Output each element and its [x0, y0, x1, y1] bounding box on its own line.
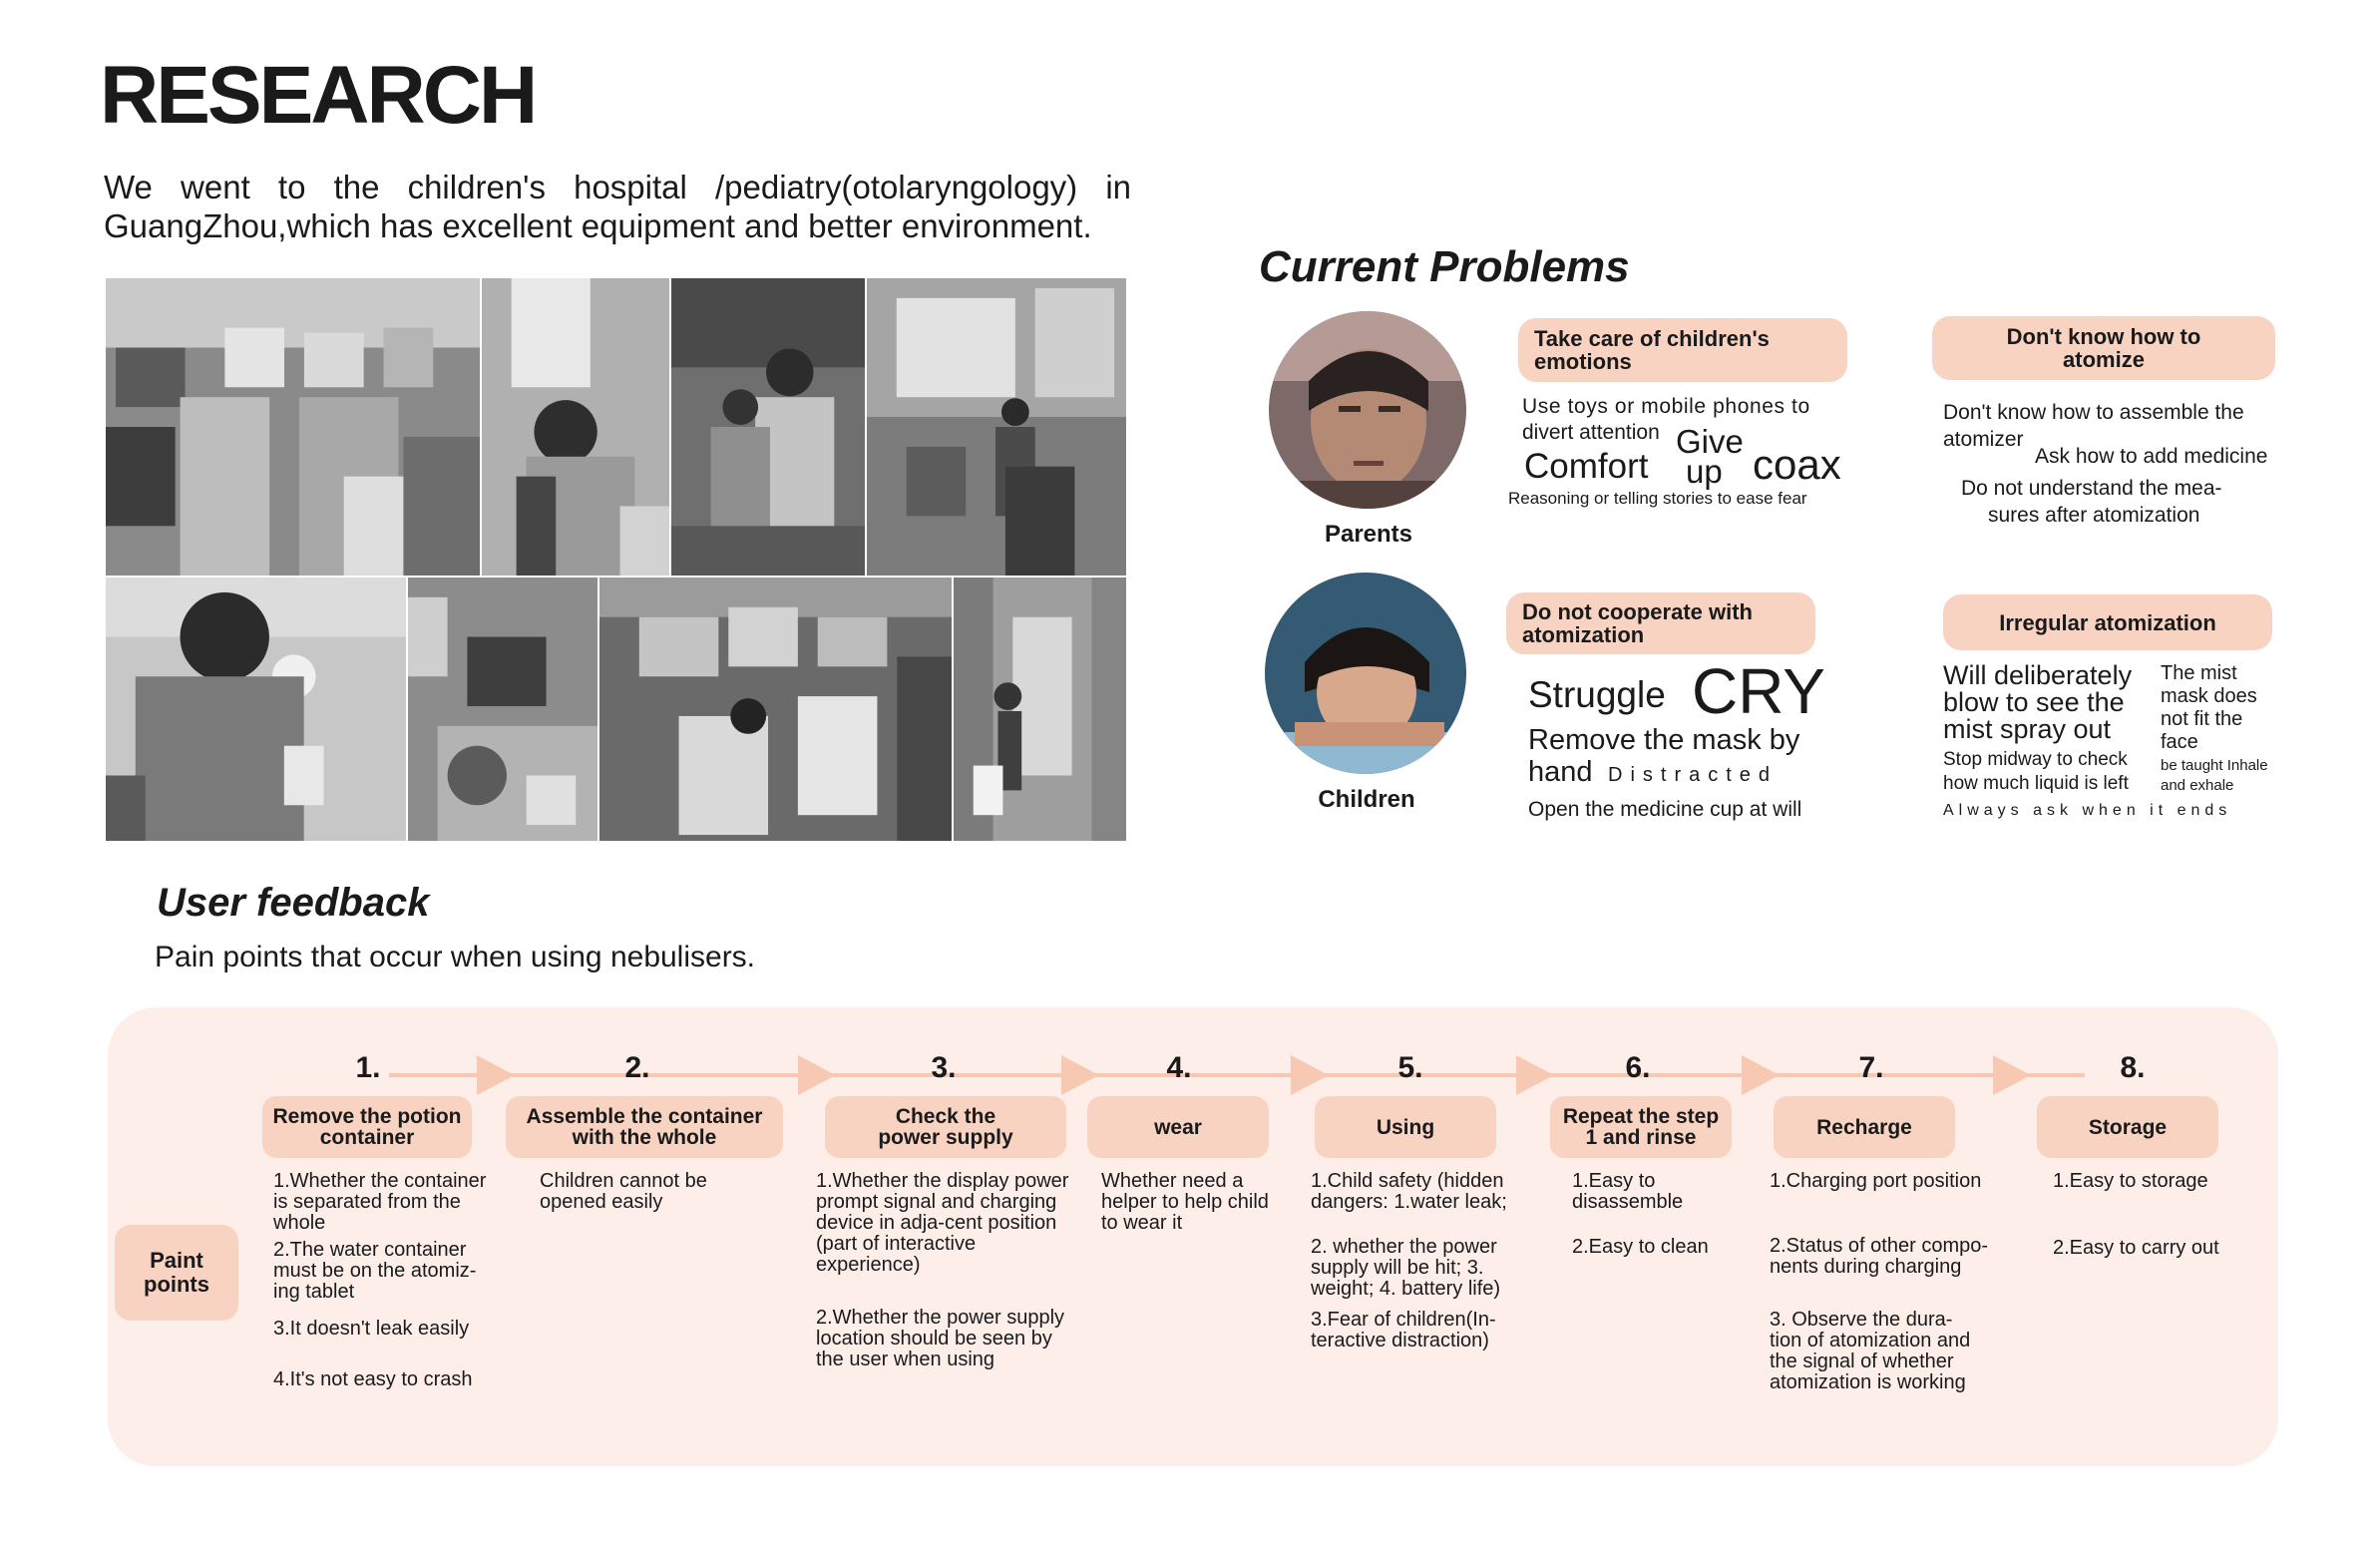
step-8-points [2053, 1171, 2252, 1259]
divert-attention-text: divert attention [1522, 421, 1660, 444]
step-8-point-1: 1.Easy to storage [2053, 1170, 2208, 1192]
deliberately-line-2: blow to see the [1943, 687, 2125, 717]
word-cry: CRY [1692, 655, 1825, 727]
step-1-point-4: 4.It's not easy to crash [273, 1368, 473, 1390]
deliberately-line-3: mist spray out [1943, 714, 2112, 744]
step-5-point-1: 1.Child safety (hidden dangers: 1.water leak; [1311, 1170, 1507, 1213]
step-1-label: Remove the potion container [272, 1105, 462, 1149]
step-3-point-1: 1.Whether the display power prompt signal and charging device in adja-cent position (part of interactive experience) [816, 1170, 1069, 1276]
step-3-point-2: 2.Whether the power supply location should be seen by the user when using [816, 1307, 1065, 1370]
step-8-pill [2037, 1096, 2218, 1158]
step-1-point-1: 1.Whether the container is separated from the whole [273, 1170, 487, 1234]
dont-know-atomize-label: Don't know how to atomize [2006, 324, 2201, 372]
mask-fit-line-3: not fit the [2161, 708, 2243, 730]
arrow-3-4 [1061, 1055, 1099, 1095]
step-7-point-2: 2.Status of other compo-nents during charging [1770, 1235, 1989, 1278]
step-7-pill [1774, 1096, 1955, 1158]
intro-line-2: GuangZhou,which has excellent equipment and better environment. [104, 207, 1092, 244]
step-1-pill [262, 1096, 472, 1158]
step-2-label: Assemble the container with the whole [526, 1105, 763, 1149]
inhale-line-1: be taught Inhale [2161, 757, 2268, 774]
step-7-point-3: 3. Observe the dura-tion of atomization and the signal of whether atomization is working [1770, 1309, 1971, 1393]
paint-points-label [115, 1225, 238, 1321]
arrow-7-8 [1993, 1055, 2031, 1095]
word-up: up [1686, 453, 1723, 490]
step-3-number: 3. [931, 1051, 957, 1084]
mask-fit-line-1: The mist [2161, 662, 2237, 684]
step-5-pill [1315, 1096, 1496, 1158]
step-6-pill [1550, 1096, 1732, 1158]
arrow-2-3 [798, 1055, 836, 1095]
step-2-points [540, 1171, 749, 1213]
step-4-number: 4. [1166, 1051, 1192, 1084]
arrow-5-6 [1516, 1055, 1554, 1095]
step-6-points [1572, 1171, 1732, 1258]
inhale-line-2: and exhale [2161, 777, 2234, 794]
step-8-number: 8. [2120, 1051, 2146, 1084]
step-5-label: Using [1376, 1115, 1435, 1139]
step-2-number: 2. [624, 1051, 650, 1084]
irregular-atomization-label: Irregular atomization [1999, 609, 2216, 635]
step-7-number: 7. [1858, 1051, 1884, 1084]
page-title: RESEARCH [100, 50, 536, 141]
step-7-point-1: 1.Charging port position [1770, 1170, 1982, 1192]
reasoning-stories-text: Reasoning or telling stories to ease fear [1508, 489, 1807, 508]
step-1-points [273, 1171, 493, 1390]
assemble-atomizer-text: Don't know how to assemble the [1943, 401, 2244, 424]
measures-text-2: sures after atomization [1988, 504, 2200, 527]
intro-line-1: We went to the children's hospital /pediatry(otolaryngology) in [104, 169, 1131, 205]
step-4-points [1101, 1171, 1271, 1234]
step-6-point-1: 1.Easy to disassemble [1572, 1170, 1684, 1213]
word-comfort: Comfort [1524, 447, 1649, 486]
step-2-point-1: Children cannot be opened easily [540, 1170, 707, 1213]
step-4-pill [1087, 1096, 1269, 1158]
word-distracted: Distracted [1608, 764, 1779, 786]
step-1-point-3: 3.It doesn't leak easily [273, 1318, 470, 1340]
step-6-number: 6. [1625, 1051, 1651, 1084]
atomizer-text: atomizer [1943, 428, 2024, 451]
arrow-6-7 [1742, 1055, 1780, 1095]
current-problems-heading: Current Problems [1259, 242, 1630, 291]
word-give: Give [1676, 423, 1744, 460]
stop-midway-line-2: how much liquid is left [1943, 773, 2129, 794]
step-8-label: Storage [2088, 1115, 2168, 1139]
step-3-label: Check the power supply [878, 1105, 1013, 1149]
user-feedback-subtitle: Pain points that occur when using nebulisers. [155, 941, 756, 973]
medicine-cup-text: Open the medicine cup at will [1528, 798, 1802, 821]
step-6-point-2: 2.Easy to clean [1572, 1236, 1709, 1258]
hand-text: hand [1528, 756, 1593, 788]
parents-label: Parents [1324, 521, 1413, 548]
not-cooperate-label: Do not cooperate with atomization [1522, 599, 1753, 647]
arrow-4-5 [1291, 1055, 1329, 1095]
paint-points-text: Paint points [144, 1248, 209, 1297]
take-care-emotions-label: Take care of children's emotions [1534, 326, 1770, 374]
mask-fit-line-2: mask does [2161, 685, 2257, 707]
step-5-number: 5. [1397, 1051, 1423, 1084]
step-7-points [1770, 1171, 2009, 1393]
step-7-label: Recharge [1816, 1115, 1912, 1139]
remove-mask-text: Remove the mask by [1528, 724, 1800, 756]
stop-midway-line-1: Stop midway to check [1943, 749, 2128, 770]
add-medicine-text: Ask how to add medicine [2035, 445, 2268, 468]
step-1-number: 1. [355, 1051, 381, 1084]
children-label: Children [1318, 786, 1415, 813]
step-8-point-2: 2.Easy to carry out [2053, 1237, 2219, 1259]
word-coax: coax [1753, 441, 1841, 488]
step-6-label: Repeat the step 1 and rinse [1562, 1105, 1720, 1149]
step-4-point-1: Whether need a helper to help child to wear it [1101, 1170, 1269, 1234]
step-3-pill [825, 1096, 1066, 1158]
arrow-1-2 [477, 1055, 515, 1095]
mask-fit-line-4: face [2161, 731, 2198, 753]
user-feedback-heading: User feedback [157, 881, 430, 925]
step-4-label: wear [1154, 1115, 1202, 1139]
step-1-point-2: 2.The water container must be on the atomiz-ing tablet [273, 1239, 477, 1303]
deliberately-line-1: Will deliberately [1943, 660, 2133, 690]
step-5-point-2: 2. whether the power supply will be hit; 3. weight; 4. battery life) [1311, 1236, 1501, 1300]
step-2-pill [506, 1096, 783, 1158]
always-ask-text: Always ask when it ends [1943, 802, 2232, 819]
step-3-points [816, 1171, 1071, 1370]
word-struggle: Struggle [1528, 674, 1666, 715]
toys-phones-text: Use toys or mobile phones to [1522, 395, 1810, 418]
step-5-points [1311, 1171, 1540, 1351]
measures-text-1: Do not understand the mea- [1961, 477, 2222, 500]
step-5-point-3: 3.Fear of children(In-teractive distraction) [1311, 1309, 1496, 1351]
